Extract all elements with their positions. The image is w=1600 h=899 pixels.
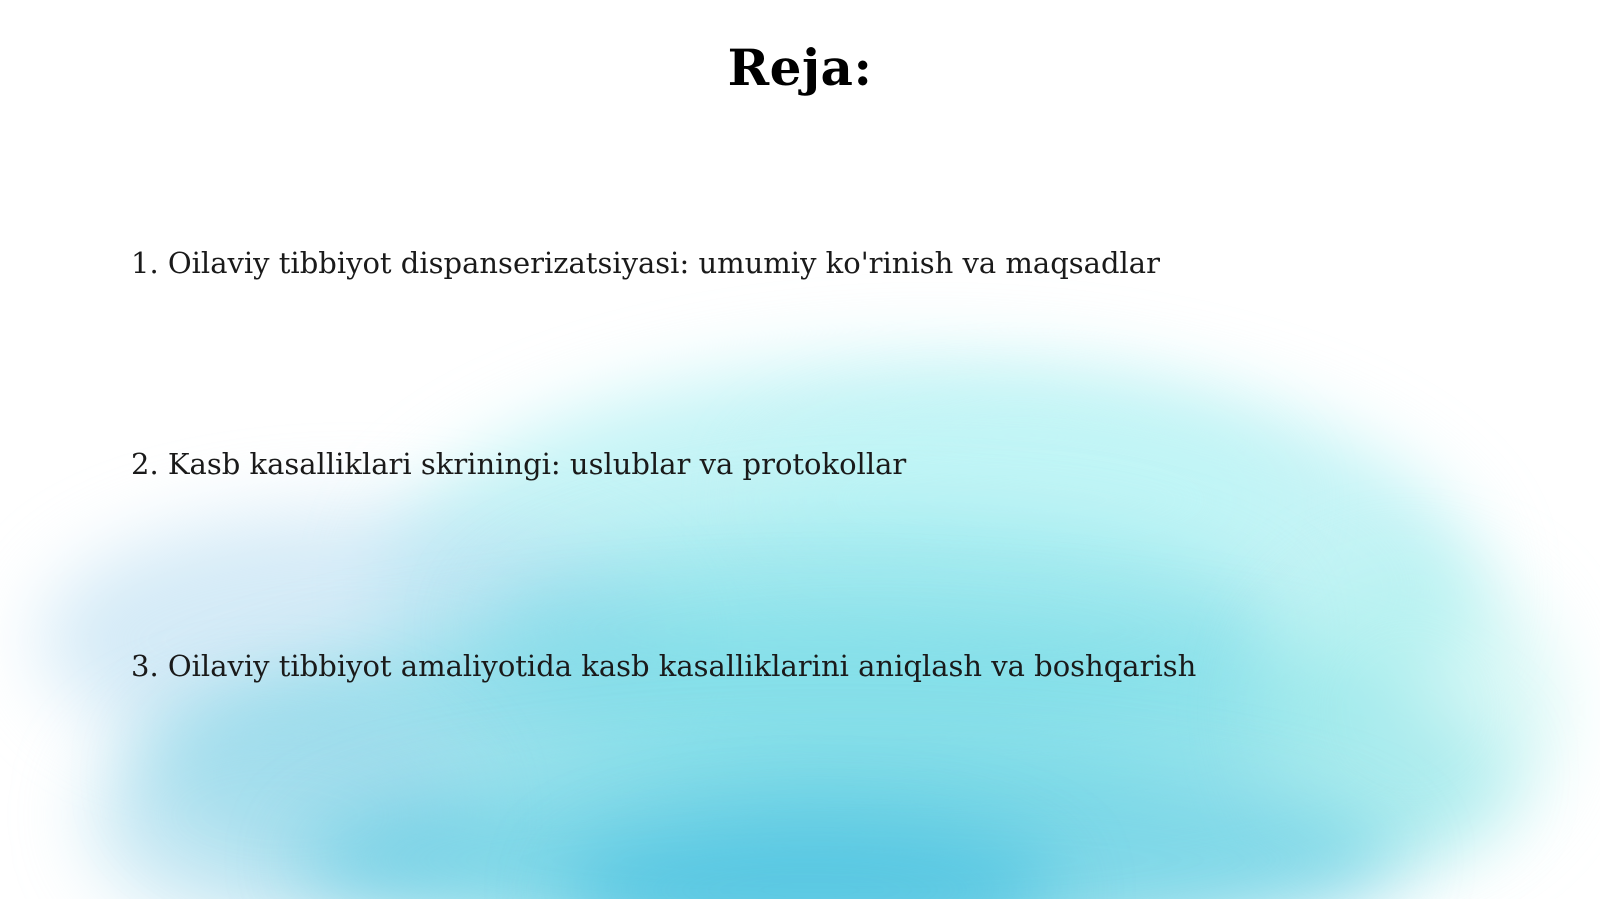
plan-item-3: 3. Oilaviy tibbiyot amaliyotida kasb kasalliklarini aniqlash va boshqarish: [131, 649, 1197, 683]
plan-item-2: 2. Kasb kasalliklari skriningi: uslublar va protokollar: [131, 447, 907, 481]
plan-item-1: 1. Oilaviy tibbiyot dispanserizatsiyasi: umumiy ko'rinish va maqsadlar: [131, 246, 1160, 280]
slide-title: Reja:: [727, 38, 873, 97]
